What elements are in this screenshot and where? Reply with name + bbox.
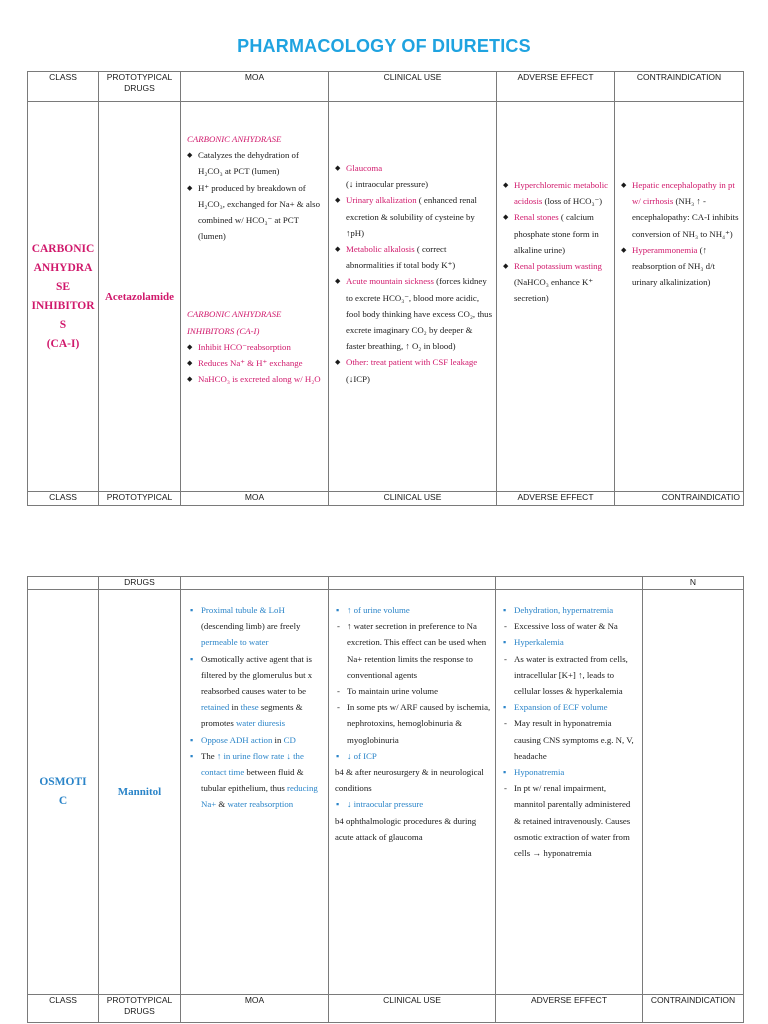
cai-class-cell bbox=[28, 102, 99, 492]
text-span: reducing Na+ bbox=[201, 783, 318, 810]
osmotic-table bbox=[27, 576, 744, 1023]
item-lead: Other: bbox=[346, 357, 371, 368]
text-span: CD bbox=[283, 734, 296, 745]
blank-cell bbox=[181, 577, 329, 590]
list-item bbox=[335, 683, 491, 699]
text-span: May result in hyponatremia causing CNS symptoms e.g. N, V, headache bbox=[514, 718, 634, 761]
osm-clinical-cell bbox=[329, 590, 496, 995]
list-item bbox=[335, 748, 491, 764]
list-item bbox=[502, 715, 638, 764]
list-item bbox=[335, 160, 492, 176]
item-text: (NaHCO₃ enhance K⁺ secretion) bbox=[514, 277, 594, 304]
osm-adverse-list bbox=[502, 602, 638, 861]
list-item bbox=[335, 699, 491, 748]
class-name-line: (CA-I) bbox=[46, 337, 80, 350]
text-span: in bbox=[272, 734, 284, 745]
sub-list bbox=[502, 699, 638, 715]
page-title: PHARMACOLOGY OF DIURETICS bbox=[237, 36, 531, 56]
moa-list-cai bbox=[187, 339, 324, 388]
item-lead: Acute mountain sickness bbox=[346, 276, 434, 287]
text-span: ↑ water secretion in preference to Na excretion. This effect can be used when Na+ retention limits the response to conventional agents bbox=[347, 621, 487, 680]
item-lead: Renal potassium wasting bbox=[514, 261, 602, 272]
text-span: Hyperkalemia bbox=[514, 637, 564, 648]
text-span: ↓ of ICP bbox=[347, 750, 377, 761]
col-class-footer: CLASS bbox=[28, 492, 99, 506]
text-span: Dehydration, hypernatremia bbox=[514, 605, 614, 615]
list-item bbox=[335, 192, 492, 241]
text-span: In pt w/ renal impairment, mannitol parentally administered & retained intravenously. Causes osmotic extraction of water from cells → hyponatremia bbox=[514, 783, 631, 859]
item-text: ( calcium phosphate stone form in alkaline urine) bbox=[514, 212, 599, 255]
text-span: water reabsorption bbox=[227, 799, 294, 810]
osm-class-name bbox=[28, 773, 98, 811]
cai-drug-name: Acetazolamide bbox=[104, 290, 175, 303]
osm-moa-cell bbox=[181, 590, 329, 995]
item-text: (forces kidney to excrete HCO₃⁻, blood more acidic, fool body thinking have excess CO₂, thus excrete imaginary CO₂ by deeper & faster breathing, ↑ O₂ in blood) bbox=[346, 276, 492, 352]
list-item: ◆ Reduces Na⁺ & H⁺ exchange bbox=[187, 355, 324, 371]
sub-list bbox=[502, 764, 638, 780]
list-item bbox=[335, 273, 492, 354]
list-item bbox=[502, 634, 638, 650]
item-text: (↑ reabsorption of NH₃ d/t urinary alkalinization) bbox=[632, 244, 715, 288]
col-clinical-header: CLINICAL USE bbox=[329, 72, 497, 102]
cai-clinical-cell bbox=[329, 102, 497, 492]
text-span: As water is extracted from cells, intracellular [K+] ↑, leads to cellular losses & hyperkalemia bbox=[514, 653, 628, 697]
clinical-list bbox=[335, 160, 492, 387]
header-cont-row bbox=[28, 577, 744, 590]
text-span: To maintain urine volume bbox=[347, 686, 438, 697]
sub-list bbox=[335, 748, 491, 764]
text-span: segments & promotes bbox=[201, 702, 303, 729]
header-row bbox=[28, 72, 744, 102]
text-span: in bbox=[229, 702, 241, 713]
item-text: (loss of HCO₃⁻) bbox=[542, 196, 603, 207]
list-item bbox=[189, 748, 324, 813]
class-name-line: SE bbox=[55, 280, 71, 293]
list-item bbox=[503, 258, 610, 307]
text-span: Oppose ADH action bbox=[201, 734, 273, 745]
item-lead: Hepatic encephalopathy in pt w/ cirrhosis bbox=[632, 180, 735, 207]
item-text: (↓ICP) bbox=[346, 373, 370, 384]
cai-adverse-cell bbox=[497, 102, 615, 492]
moa-list-ca bbox=[187, 147, 324, 244]
footer-row-2 bbox=[28, 995, 744, 1023]
col-drugs-footer: PROTOTYPICAL bbox=[99, 492, 181, 506]
text-span: permeable to water bbox=[201, 637, 269, 648]
text-span: Proximal tubule & LoH bbox=[201, 605, 285, 615]
item-lead: Glaucoma bbox=[346, 163, 383, 173]
cai-contra-cell bbox=[615, 102, 744, 492]
osmotic-row bbox=[28, 590, 744, 995]
list-item bbox=[335, 176, 492, 192]
item-text: ( correct abnormalities if total body K⁺) bbox=[346, 244, 456, 271]
cai-table bbox=[27, 71, 744, 506]
blank-cell bbox=[28, 577, 99, 590]
list-item bbox=[502, 699, 638, 715]
list-item bbox=[335, 813, 491, 845]
text-span: The bbox=[201, 750, 217, 761]
col-class-footer-2: CLASS bbox=[28, 995, 99, 1023]
osm-drug-cell bbox=[99, 590, 181, 995]
text-span: (descending limb) are freely bbox=[201, 621, 301, 632]
item-lead: Hyperchloremic metabolic acidosis bbox=[514, 180, 609, 207]
list-item bbox=[335, 764, 491, 796]
osm-class-cell bbox=[28, 590, 99, 995]
list-item bbox=[502, 618, 638, 634]
footer-row bbox=[28, 492, 744, 506]
text-span: water diuresis bbox=[235, 718, 286, 729]
text-span: Osmotically active agent that is filtered by the glomerulus but x reabsorbed causes water to be bbox=[201, 653, 313, 697]
blank-cell bbox=[329, 577, 496, 590]
text-span: In some pts w/ ARF caused by ischemia, nephrotoxins, hemoglobinuria & myoglobinuria bbox=[347, 702, 491, 745]
col-contra-cont: N bbox=[643, 577, 744, 590]
text-span: between fluid & tubular epithelium, thus bbox=[201, 767, 304, 794]
col-adverse-footer: ADVERSE EFFECT bbox=[497, 492, 615, 506]
item-text: treat patient with CSF leakage bbox=[370, 357, 478, 368]
contra-list bbox=[621, 177, 739, 290]
cai-drug-cell bbox=[99, 102, 181, 492]
class-name-line: S bbox=[59, 318, 67, 331]
list-item bbox=[503, 209, 610, 258]
list-item bbox=[621, 177, 739, 242]
class-name-line: ANHYDRA bbox=[33, 261, 93, 274]
osm-moa-list bbox=[189, 602, 324, 813]
text-span: these bbox=[240, 702, 259, 713]
list-item: ◆ H⁺ produced by breakdown of H₂CO₃, exchanged for Na+ & also combined w/ HCO₃⁻ at PCT (lumen) bbox=[187, 180, 324, 245]
text-span: & bbox=[216, 799, 228, 810]
sub-list bbox=[502, 634, 638, 650]
list-item bbox=[502, 764, 638, 780]
item-text: (↓ intraocular pressure) bbox=[346, 179, 429, 190]
moa-heading-cai: CARBONIC ANHYDRASE INHIBITORS (CA-I) bbox=[187, 309, 282, 336]
list-item bbox=[335, 354, 492, 386]
osm-drug-name: Mannitol bbox=[117, 786, 162, 798]
text-span: b4 ophthalmologic procedures & during acute attack of glaucoma bbox=[335, 815, 477, 842]
col-adverse-header: ADVERSE EFFECT bbox=[497, 72, 615, 102]
col-moa-header: MOA bbox=[181, 72, 329, 102]
list-item: ◆ Catalyzes the dehydration of H₂CO₃ at PCT (lumen) bbox=[187, 147, 324, 179]
list-item bbox=[621, 242, 739, 291]
sub-list bbox=[335, 602, 491, 618]
text-span: Hyponatremia bbox=[514, 767, 565, 778]
col-class-header: CLASS bbox=[28, 72, 99, 102]
text-span: ↑ in urine flow rate ↓ the contact time bbox=[201, 750, 304, 778]
osm-clinical-list bbox=[335, 602, 491, 845]
item-lead: Urinary alkalization bbox=[346, 195, 417, 206]
col-drugs-footer-2: PROTOTYPICAL DRUGS bbox=[99, 995, 181, 1023]
class-name-line: CARBONIC bbox=[31, 242, 95, 255]
sub-list bbox=[335, 796, 491, 812]
text-span: ↓ intraocular pressure bbox=[347, 799, 424, 810]
osm-adverse-cell bbox=[496, 590, 643, 995]
sub-list bbox=[502, 602, 638, 618]
item-text: ( enhanced renal excretion & solubility of cysteine by ↑pH) bbox=[346, 195, 477, 238]
col-moa-footer: MOA bbox=[181, 492, 329, 506]
list-item bbox=[189, 732, 324, 748]
col-drugs-header: PROTOTYPICAL DRUGS bbox=[99, 72, 181, 102]
list-item bbox=[335, 618, 491, 683]
cai-row bbox=[28, 102, 744, 492]
text-span: Expansion of ECF volume bbox=[514, 702, 608, 713]
list-item: ◆ NaHCO₃ is excreted along w/ H₂O bbox=[187, 371, 324, 387]
col-contra-footer-2: CONTRAINDICATION bbox=[643, 995, 744, 1023]
text-span: b4 & after neurosurgery & in neurological conditions bbox=[335, 767, 484, 794]
adverse-list bbox=[503, 177, 610, 307]
text-span: ↑ of urine volume bbox=[347, 605, 410, 615]
col-contra-footer: CONTRAINDICATIO bbox=[615, 492, 744, 506]
list-item bbox=[502, 651, 638, 700]
list-item bbox=[503, 177, 610, 209]
class-name-line: INHIBITOR bbox=[31, 299, 95, 312]
list-item bbox=[502, 780, 638, 861]
list-item bbox=[335, 602, 491, 618]
list-item bbox=[502, 602, 638, 618]
class-name-line: OSMOTI bbox=[39, 776, 87, 788]
col-drugs-cont: DRUGS bbox=[99, 577, 181, 590]
osm-contra-cell bbox=[643, 590, 744, 995]
item-lead: Hyperammonemia bbox=[632, 244, 698, 255]
item-text: (NH₃ ↑ - encephalopathy: CA-I inhibits conversion of NH₃ to NH₄⁺) bbox=[632, 196, 739, 239]
text-span: Excessive loss of water & Na bbox=[514, 621, 618, 632]
col-clinical-footer-2: CLINICAL USE bbox=[329, 995, 496, 1023]
blank-cell bbox=[496, 577, 643, 590]
class-name-line: C bbox=[58, 795, 68, 807]
text-span: retained bbox=[201, 702, 230, 713]
list-item bbox=[335, 241, 492, 273]
cai-moa-cell bbox=[181, 102, 329, 492]
moa-heading-ca: CARBONIC ANHYDRASE bbox=[187, 134, 282, 144]
item-lead: Renal stones bbox=[514, 212, 559, 223]
list-item: ◆ Inhibit HCO⁻reabsorption bbox=[187, 339, 324, 355]
list-item bbox=[189, 602, 324, 651]
col-contra-header: CONTRAINDICATION bbox=[615, 72, 744, 102]
cai-class-name bbox=[28, 240, 98, 354]
list-item bbox=[335, 796, 491, 812]
item-lead: Metabolic alkalosis bbox=[346, 244, 415, 255]
list-item bbox=[189, 651, 324, 732]
col-moa-footer-2: MOA bbox=[181, 995, 329, 1023]
col-clinical-footer: CLINICAL USE bbox=[329, 492, 497, 506]
col-adverse-footer-2: ADVERSE EFFECT bbox=[496, 995, 643, 1023]
